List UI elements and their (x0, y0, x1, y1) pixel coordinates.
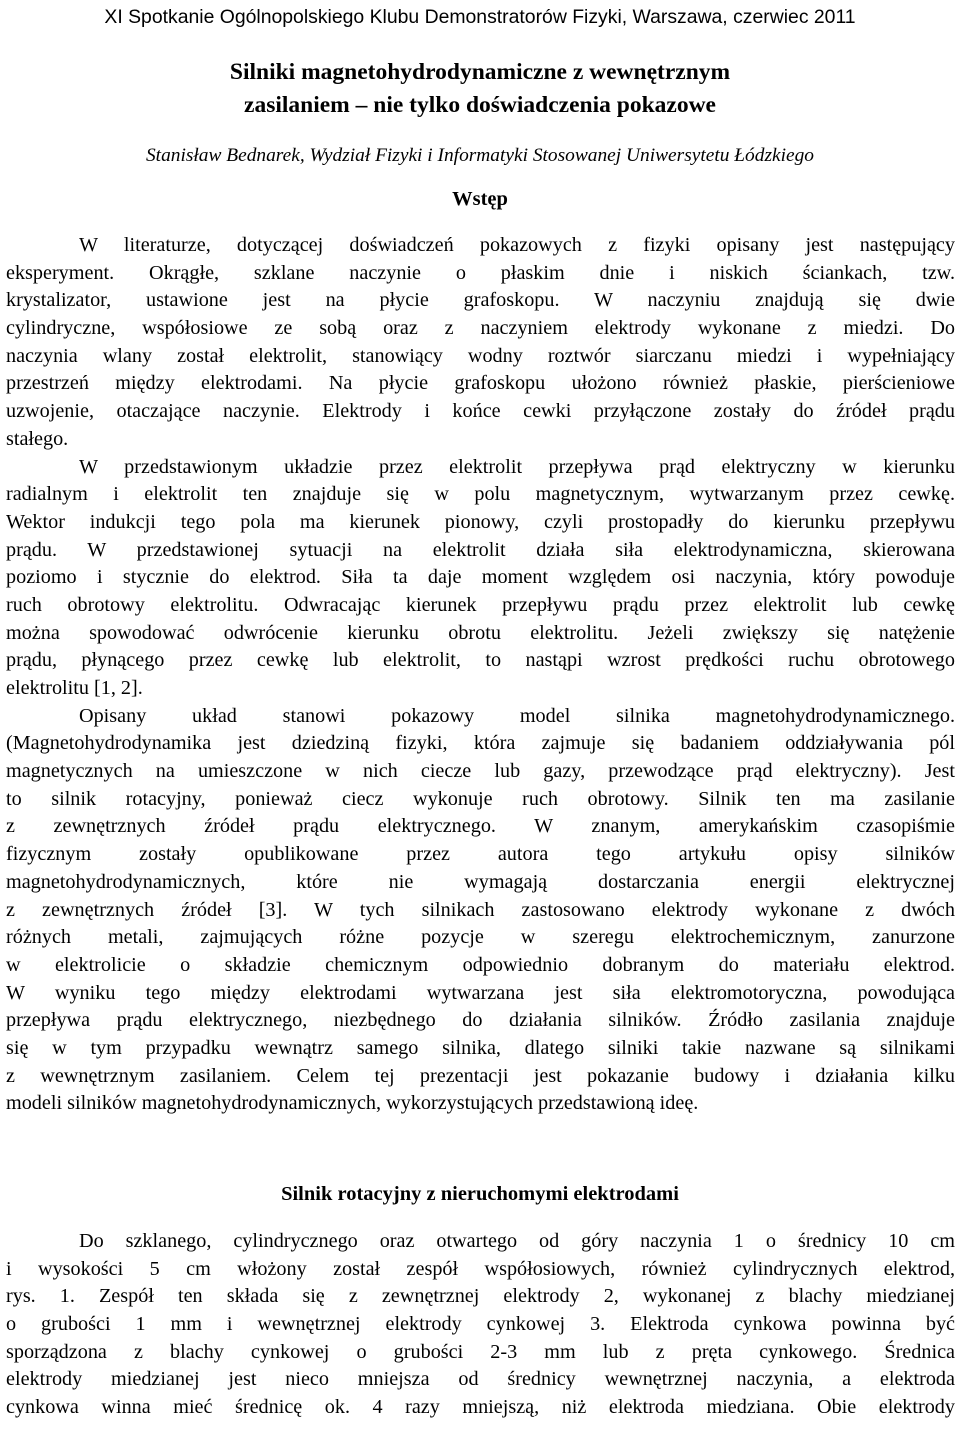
text-line: w elektrolicie o składzie chemicznym odpowiednio dobranym do materiału elektrod. (6, 953, 955, 976)
text-line: z zewnętrznych źródeł prądu elektrycznego. W znanym, amerykańskim czasopiśmie (6, 815, 955, 838)
text-line: to silnik rotacyjny, ponieważ ciecz wykonuje ruch obrotowy. Silnik ten ma zasilanie (6, 787, 955, 810)
text-line: Wektor indukcji tego pola ma kierunek pionowy, czyli prostopadły do kierunku przepływu (6, 510, 955, 533)
text-line: ruch obrotowy elektrolitu. Odwracając kierunek przepływu prądu przez elektrolit lub cewkę (6, 593, 955, 616)
text-line: Opisany układ stanowi pokazowy model silnika magnetohydrodynamicznego. (79, 704, 955, 727)
text-line: stałego. (6, 427, 69, 450)
text-line: magnetohydrodynamicznych, które nie wymagają dostarczania energii elektrycznej (6, 870, 955, 893)
title-line: Silniki magnetohydrodynamiczne z wewnętrznym (229, 59, 731, 85)
text-line: prądu. W przedstawionej sytuacji na elektrolit działa siła elektrodynamiczna, skierowana (6, 538, 955, 561)
text-line: się w tym przypadku wewnątrz samego silnika, dlatego silniki takie nazwane są silnikami (6, 1036, 955, 1059)
text-line: prądu, płynącego przez cewkę lub elektrolit, to nastąpi wzrost prędkości ruchu obrotowego (6, 649, 955, 672)
author-affiliation: Stanisław Bednarek, Wydział Fizyki i Informatyki Stosowanej Uniwersytetu Łódzkiego (145, 145, 814, 166)
text-line: W wyniku tego między elektrodami wytwarzana jest siła elektromotoryczna, powodująca (6, 981, 955, 1004)
text-line: elektrolitu [1, 2]. (6, 677, 143, 699)
section-body-rotary-motor (6, 1228, 955, 1422)
text-line: można spowodować odwrócenie kierunku obrotu elektrolitu. Jeżeli zwiększy się natężenie (6, 621, 955, 644)
text-line: krystalizator, ustawione jest na płycie grafoskopu. W naczyniu znajdują się dwie (6, 289, 955, 312)
text-line: (Magnetohydrodynamika jest dziedziną fizyki, która zajmuje się badaniem oddziaływania pól (6, 732, 955, 755)
text-line: eksperyment. Okrągłe, szklane naczynie o płaskim dnie i niskich ściankach, tzw. (6, 261, 955, 284)
text-line: o grubości 1 mm i wewnętrznej elektrody cynkowej 3. Elektroda cynkowa powinna być (6, 1313, 955, 1336)
text-line: modeli silników magnetohydrodynamicznych, wykorzystujących przedstawioną ideę. (6, 1092, 699, 1115)
text-line: magnetycznych na umieszczone w nich ciecze lub gazy, przewodzące prąd elektryczny). Jest (6, 760, 955, 783)
text-line: Do szklanego, cylindrycznego oraz otwartego od góry naczynia 1 o średnicy 10 cm (79, 1230, 955, 1252)
section-heading-intro: Wstęp (452, 188, 508, 210)
text-line: W przedstawionym układzie przez elektrolit przepływa prąd elektryczny w kierunku (79, 455, 955, 478)
text-line: fizycznym zostały opublikowane przez autora tego artykułu opisy silników (6, 843, 955, 866)
text-line: rys. 1. Zespół ten składa się z zewnętrznej elektrody 2, wykonanej z blachy miedzianej (6, 1285, 955, 1308)
text-line: sporządzona z blachy cynkowej o grubości 2-3 mm lub z pręta cynkowego. Średnica (6, 1340, 955, 1363)
text-line: i wysokości 5 cm włożony został zespół współosiowych, również cylindrycznych elektrod, (6, 1257, 955, 1280)
text-line: naczynia wlany został elektrolit, stanowiący wodny roztwór siarczanu miedzi i wypełniający (6, 344, 955, 367)
text-line: uzwojenie, otaczające naczynie. Elektrody i końce cewki przyłączone zostały do źródeł prądu (6, 400, 955, 423)
text-line: poziomo i stycznie do elektrod. Siła ta daje moment względem osi naczynia, który powoduje (6, 566, 955, 589)
section-heading-rotary-motor: Silnik rotacyjny z nieruchomymi elektrodami (281, 1183, 679, 1205)
text-line: różnych metali, zajmujących różne pozycje w szeregu elektrochemicznym, zanurzone (6, 926, 955, 949)
text-line: z zewnętrznych źródeł [3]. W tych silnikach zastosowano elektrody wykonane z dwóch (6, 898, 955, 921)
running-header: XI Spotkanie Ogólnopolskiego Klubu Demonstratorów Fizyki, Warszawa, czerwiec 2011 (104, 6, 856, 28)
title-line: zasilaniem – nie tylko doświadczenia pokazowe (244, 92, 716, 118)
text-line: z wewnętrznym zasilaniem. Celem tej prezentacji jest pokazanie budowy i działania kilku (6, 1064, 955, 1087)
text-line: przepływa prądu elektrycznego, niezbędnego do działania silników. Źródło zasilania znajduje (6, 1009, 955, 1032)
text-line: elektrody miedzianej jest nieco mniejsza od średnicy wewnętrznej naczynia, a elektroda (6, 1368, 955, 1391)
text-line: radialnym i elektrolit ten znajduje się w polu magnetycznym, wytwarzanym przez cewkę. (6, 483, 955, 506)
text-line: przestrzeń między elektrodami. Na płycie grafoskopu ułożono również płaskie, pierścieniowe (6, 372, 955, 395)
text-line: cynkowa winna mieć średnicę ok. 4 razy mniejszą, niż elektroda miedziana. Obie elektrody (6, 1396, 955, 1419)
section-body-intro (6, 232, 955, 1118)
paper-title (0, 56, 960, 122)
text-line: cylindryczne, współosiowe ze sobą oraz z naczyniem elektrody wykonane z miedzi. Do (6, 317, 955, 340)
text-line: W literaturze, dotyczącej doświadczeń pokazowych z fizyki opisany jest następujący (79, 234, 955, 256)
